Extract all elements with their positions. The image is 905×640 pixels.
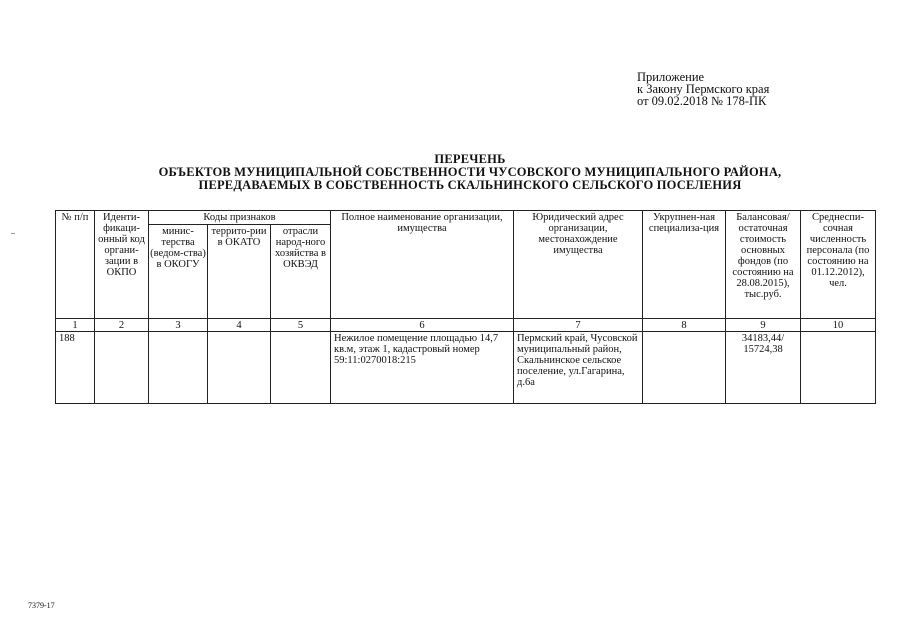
appendix-note	[637, 71, 877, 107]
header-specialization: Укрупнен-ная специализа-ция	[643, 211, 726, 319]
column-number: 10	[801, 319, 876, 332]
column-number: 1	[56, 319, 95, 332]
column-number: 8	[643, 319, 726, 332]
column-number: 3	[149, 319, 208, 332]
header-okato: террито-рии в ОКАТО	[208, 225, 271, 319]
column-number-row	[56, 319, 876, 332]
column-number: 2	[95, 319, 149, 332]
property-table	[55, 210, 876, 404]
cell-okpo	[95, 332, 149, 404]
title-line-1: ПЕРЕЧЕНЬ	[434, 152, 506, 166]
column-number: 4	[208, 319, 271, 332]
appendix-line-3: от 09.02.2018 № 178-ПК	[637, 94, 767, 108]
appendix-line-2: к Закону Пермского края	[637, 82, 770, 96]
cell-address: Пермский край, Чусовской муниципальный район, Скальнинское сельское поселение, ул.Гагарина, д.6а	[514, 332, 643, 404]
cell-okved	[271, 332, 331, 404]
column-number: 5	[271, 319, 331, 332]
column-number: 9	[726, 319, 801, 332]
cell-okato	[208, 332, 271, 404]
appendix-line-1: Приложение	[637, 70, 705, 84]
title-line-3: ПЕРЕДАВАЕМЫХ В СОБСТВЕННОСТЬ СКАЛЬНИНСКОГО СЕЛЬСКОГО ПОСЕЛЕНИЯ	[198, 178, 742, 192]
header-name: Полное наименование организации, имущества	[331, 211, 514, 319]
header-okpo: Иденти-фикаци-онный код органи-зации в ОКПО	[95, 211, 149, 319]
table-row	[56, 332, 876, 404]
cell-okogu	[149, 332, 208, 404]
header-row-1	[56, 211, 876, 225]
header-address: Юридический адрес организации, местонахождение имущества	[514, 211, 643, 319]
column-number: 7	[514, 319, 643, 332]
cell-specialization	[643, 332, 726, 404]
document-code: 7379-17	[28, 601, 55, 610]
column-number: 6	[331, 319, 514, 332]
title-line-2: ОБЪЕКТОВ МУНИЦИПАЛЬНОЙ СОБСТВЕННОСТИ ЧУСОВСКОГО МУНИЦИПАЛЬНОГО РАЙОНА,	[158, 165, 782, 179]
cell-num: 188	[56, 332, 95, 404]
cell-staff	[801, 332, 876, 404]
header-codes-group: Коды признаков	[149, 211, 331, 225]
header-okogu: минис-терства (ведом-ства) в ОКОГУ	[149, 225, 208, 319]
cell-name: Нежилое помещение площадью 14,7 кв.м, этаж 1, кадастровый номер 59:11:0270018:215	[331, 332, 514, 404]
document-title	[60, 153, 880, 192]
header-staff: Среднеспи-сочная численность персонала (по состоянию на 01.12.2012), чел.	[801, 211, 876, 319]
header-okved: отрасли народ-ного хозяйства в ОКВЭД	[271, 225, 331, 319]
margin-mark	[11, 233, 15, 234]
cell-balance: 34183,44/ 15724,38	[726, 332, 801, 404]
header-num: № п/п	[56, 211, 95, 319]
header-balance: Балансовая/ остаточная стоимость основных фондов (по состоянию на 28.08.2015), тыс.руб.	[726, 211, 801, 319]
